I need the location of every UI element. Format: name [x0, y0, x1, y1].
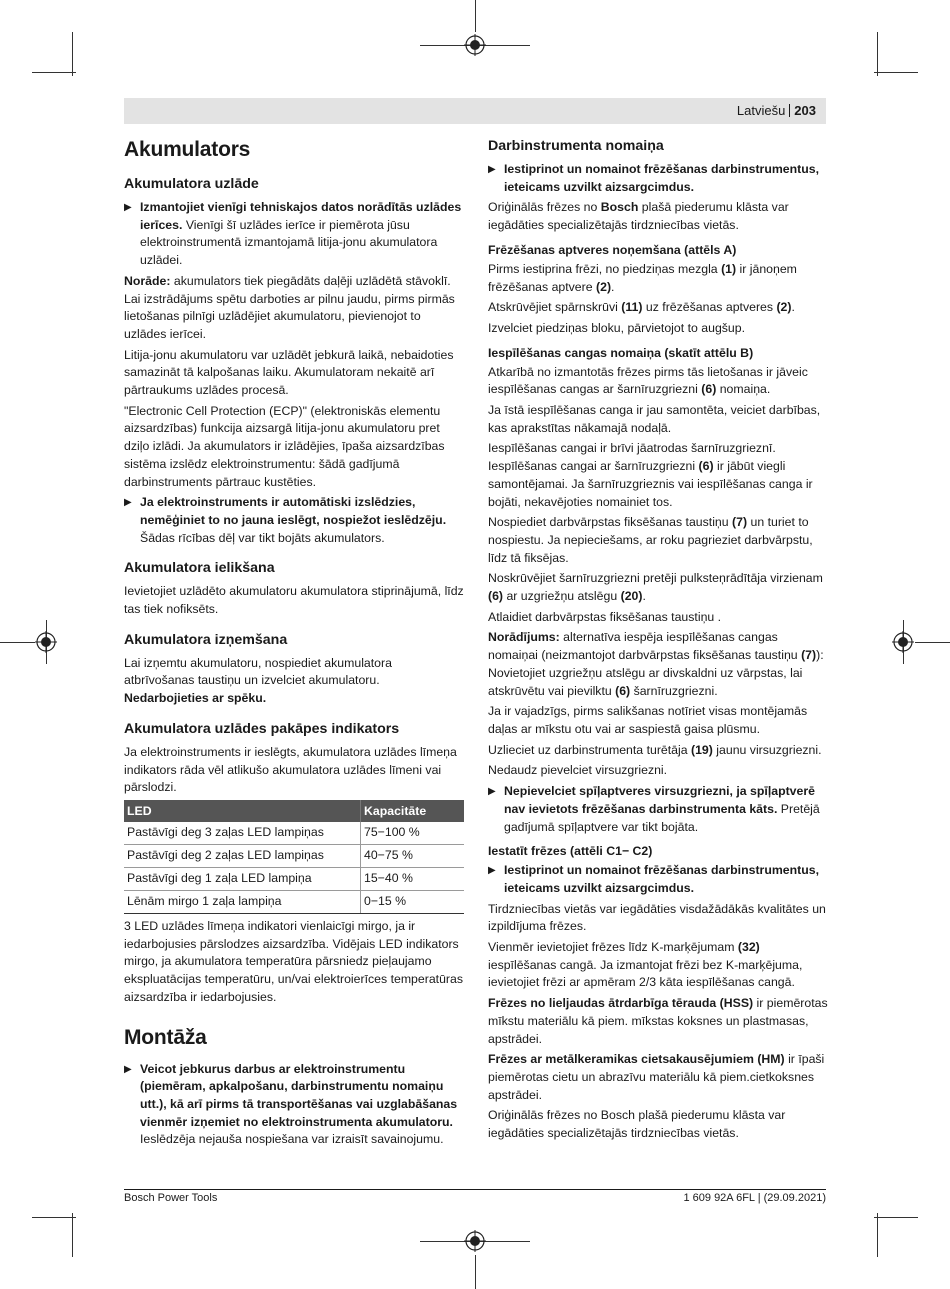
paragraph: Noskrūvējiet šarnīruzgriezni pretēji pulksteņrādītāja virzienam (6) ar uzgriežņu atslēgu (20). [488, 571, 823, 604]
warning-bullet: ▶ Veicot jebkurus darbus ar elektroinstrumentu (piemēram, apkalpošanu, darbinstrumentu nomaiņu utt.), kā arī pirms tā transportēšanas vai uzglabāšanas vienmēr izņemiet no elektroinstrumenta akumulatoru. Ieslēdzēja nejauša nospiešana var izraisīt savainojumu. [124, 1061, 458, 1147]
bullet-triangle-icon: ▶ [488, 164, 496, 175]
table-cell: Pastāvīgi deg 1 zaļa LED lampiņa [124, 867, 361, 890]
paragraph: Tirdzniecības vietās var iegādāties visdažādākās kvalitātes un izpildījuma frēzes. [488, 901, 826, 934]
note-paragraph: Norāde: akumulators tiek piegādāts daļēji uzlādētā stāvoklī. Lai izstrādājums spētu darboties ar pilnu jaudu, pirms pirmās lietošanas pilnīgi uzlādējiet akumulatoru, pievienojot to uzlādes ierīcei. [124, 273, 455, 341]
table-row [124, 890, 464, 913]
crop-mark [475, 0, 476, 32]
header-bar [124, 98, 826, 124]
paragraph: Izvelciet piedziņas bloku, pārvietojot to augšup. [488, 320, 746, 335]
section-title-akumulators: Akumulators [124, 138, 251, 161]
registration-mark-icon [35, 631, 57, 653]
paragraph: Ja elektroinstruments ir ieslēgts, akumulatora uzlādes līmeņa indikators rāda vēl atlikušo akumulatora uzlādes līmeni vai pārslodzi. [124, 744, 457, 795]
table-cell: 40−75 % [361, 844, 465, 867]
paragraph: Ja ir vajadzīgs, pirms salikšanas notīriet visas montējamās daļas ar mīkstu otu vai ar saspiestā gaisa plūsmu. [488, 704, 808, 736]
table-row [124, 844, 464, 867]
paragraph: 3 LED uzlādes līmeņa indikatori vienlaicīgi mirgo, ja ir iedarbojusies pārslodzes aizsardzība. Vidējais LED indikators mirgo, ja akumulatora temperatūra pārsniedz pieļaujamo ekspluatācijas temperatūru, un/vai elektroierīces temperatūras aizsardzība ir iedarbojusies. [124, 918, 464, 1004]
bullet-triangle-icon: ▶ [488, 786, 496, 798]
table-cell: 75−100 % [361, 822, 465, 845]
led-capacity-table [124, 800, 464, 914]
paragraph: Oriģinālās frēzes no Bosch plašā piederumu klāsta var iegādāties specializētajās tirdzniecības vietās. [488, 200, 789, 233]
crop-mark [874, 1217, 918, 1218]
table-cell: Pastāvīgi deg 3 zaļas LED lampiņas [124, 822, 361, 845]
column-header: Kapacitāte [361, 800, 465, 822]
subheading-cangas: Iespīlēšanas cangas nomaiņa (skatīt attēlu B) [488, 345, 754, 360]
warning-bullet: ▶ Nepievelciet spīļaptveres virsuzgriezni, ja spīļaptverē nav ievietots frēzēšanas darbinstrumenta kāts. Pretējā gadījumā spīļaptvere var tikt bojāta. [488, 784, 820, 834]
subheading-indikators: Akumulatora uzlādes pakāpes indikators [124, 720, 400, 737]
paragraph: "Electronic Cell Protection (ECP)" (elektroniskās elementu aizsardzības) funkcija aizsargā litija-jonu akumulatoru pret dziļo izlādi. Ja akumulators ir izlādējies, īpaša aizsardzības sistēma izslēdz elektroinstrumentu: šādā gadījumā darbinstruments pārtrauc kustēties. [124, 403, 445, 489]
crop-mark [874, 72, 918, 73]
column-header: LED [124, 800, 361, 822]
warning-bullet: ▶ Iestiprinot un nomainot frēzēšanas darbinstrumentus, ieteicams uzvilkt aizsargcimdus. [488, 162, 819, 194]
registration-mark-icon [464, 1230, 486, 1252]
subheading-nomaina: Darbinstrumenta nomaiņa [488, 138, 664, 154]
footer-rule [124, 1189, 826, 1190]
crop-mark [72, 1213, 73, 1257]
registration-mark-icon [464, 34, 486, 56]
bullet-triangle-icon: ▶ [124, 1063, 132, 1075]
table-row [124, 822, 464, 845]
section-title-montaza: Montāža [124, 1025, 207, 1049]
paragraph: Nospiediet darbvārpstas fiksēšanas taustiņu (7) un turiet to nospiestu. Ja nepieciešams, ar roku pagrieziet darbvārpstu, līdz tā fiksējas. [488, 515, 813, 565]
paragraph: Uzlieciet uz darbinstrumenta turētāja (19) jaunu virsuzgriezni. [488, 742, 822, 757]
table-header-row [124, 800, 464, 822]
subheading-iznemsana: Akumulatora izņemšana [124, 631, 288, 648]
warning-bullet: ▶ Izmantojiet vienīgi tehniskajos datos norādītās uzlādes ierīces. Vienīgi šī uzlādes ierīce ir piemērota jūsu elektroinstrumentā izmantojamā litija-jonu akumulatora uzlādei. [124, 200, 462, 268]
paragraph: Ievietojiet uzlādēto akumulatoru akumulatora stiprinājumā, līdz tas tiek nofiksēts. [124, 584, 464, 617]
crop-mark [0, 642, 35, 643]
table-cell: 0−15 % [361, 890, 465, 913]
running-header [737, 103, 816, 118]
paragraph: Nedaudz pievelciet virsuzgriezni. [488, 763, 668, 778]
crop-mark [32, 1217, 76, 1218]
subheading-ieliksana: Akumulatora ielikšana [124, 560, 275, 577]
crop-mark [72, 32, 73, 76]
paragraph: Frēzes ar metālkeramikas cietsakausējumiem (HM) ir īpaši piemērotas cietu un abrazīvu materiālu kā piem.cietkoksnes apstrādei. [488, 1052, 825, 1102]
crop-mark [32, 72, 76, 73]
paragraph: Iespīlēšanas cangai ir brīvi jāatrodas šarnīruzgrieznī. Iespīlēšanas cangai ar šarnīruzgriezni (6) ir jābūt viegli samontējamai. Ja šarnīruzgrieznis vai iespīlēšanas canga ir bojāti, nekavējoties nomainiet tos. [488, 441, 813, 509]
paragraph: Ja īstā iespīlēšanas canga ir jau samontēta, veiciet darbības, kas aprakstītas nākamajā nodaļā. [488, 403, 821, 435]
paragraph: Pirms iestiprina frēzi, no piedziņas mezgla (1) ir jānoņem frēzēšanas aptvere (2). [488, 261, 797, 294]
bullet-triangle-icon: ▶ [488, 865, 496, 877]
paragraph: Lai izņemtu akumulatoru, nospiediet akumulatora atbrīvošanas taustiņu un izvelciet akumulatoru. Nedarbojieties ar spēku. [124, 655, 392, 706]
table-row [124, 867, 464, 890]
left-column [124, 137, 464, 1152]
warning-bullet: ▶ Iestiprinot un nomainot frēzēšanas darbinstrumentus, ieteicams uzvilkt aizsargcimdus. [488, 863, 819, 895]
crop-mark [915, 642, 950, 643]
registration-mark-icon [892, 631, 914, 653]
subheading-uzlade: Akumulatora uzlāde [124, 176, 259, 192]
bullet-triangle-icon: ▶ [124, 202, 132, 213]
paragraph: Frēzes no lieljaudas ātrdarbīga tērauda (HSS) ir piemērotas mīkstu materiālu kā piem. mīkstas koksnes un plastmasas, apstrādei. [488, 996, 828, 1046]
subheading-iestatit: Iestatīt frēzes (attēli C1− C2) [488, 844, 653, 859]
paragraph: Vienmēr ievietojiet frēzes līdz K-marķējumam (32) iespīlēšanas cangā. Ja izmantojat frēzi bez K-marķējuma, ievietojiet frēzi ar apmēram 2/3 kāta iespīlēšanas cangā. [488, 940, 803, 990]
paragraph: Atskrūvējiet spārnskrūvi (11) uz frēzēšanas aptveres (2). [488, 300, 795, 315]
crop-mark [475, 1255, 476, 1289]
paragraph: Atlaidiet darbvārpstas fiksēšanas taustiņu . [488, 609, 722, 624]
header-language: Latviešu [736, 103, 786, 118]
paragraph: Oriģinālās frēzes no Bosch plašā piederumu klāsta var iegādāties specializētajās tirdzniecības vietās. [488, 1108, 786, 1141]
note-paragraph: Norādījums: alternatīva iespēja iespīlēšanas cangas nomaiņai (neizmantojot darbvārpstas fiksēšanas taustiņu (7)): Novietojiet uzgriežņu atslēgu ar divskaldni uz vārpstas, lai atskrūvētu vai pievilktu (6) šarnīruzgriezni. [488, 630, 824, 698]
subheading-aptveres: Frēzēšanas aptveres noņemšana (attēls A) [488, 242, 737, 257]
footer-doc-ref: 1 609 92A 6FL | (29.09.2021) [683, 1192, 826, 1204]
table-cell: Lēnām mirgo 1 zaļa lampiņa [124, 890, 361, 913]
crop-mark [877, 1213, 878, 1257]
table-cell: 15−40 % [361, 867, 465, 890]
footer-brand: Bosch Power Tools [124, 1192, 218, 1204]
crop-mark [877, 32, 878, 76]
right-column [488, 137, 828, 1146]
paragraph: Atkarībā no izmantotās frēzes pirms tās lietošanas ir jāveic iespīlēšanas cangas ar šarnīruzgriezni (6) nomaiņa. [488, 364, 808, 397]
bullet-triangle-icon: ▶ [124, 497, 132, 509]
page-number: 203 [794, 103, 816, 118]
paragraph: Litija-jonu akumulatoru var uzlādēt jebkurā laikā, nebaidoties samazināt tā kalpošanas laiku. Akumulatoram nekaitē arī pārtraukums uzlādes procesā. [124, 347, 454, 398]
warning-bullet: ▶ Ja elektroinstruments ir automātiski izslēdzies, nemēģiniet to no jauna ieslēgt, nospiežot ieslēdzēju. Šādas rīcības dēļ var tikt bojāts akumulators. [124, 495, 447, 545]
table-cell: Pastāvīgi deg 2 zaļas LED lampiņas [124, 844, 361, 867]
